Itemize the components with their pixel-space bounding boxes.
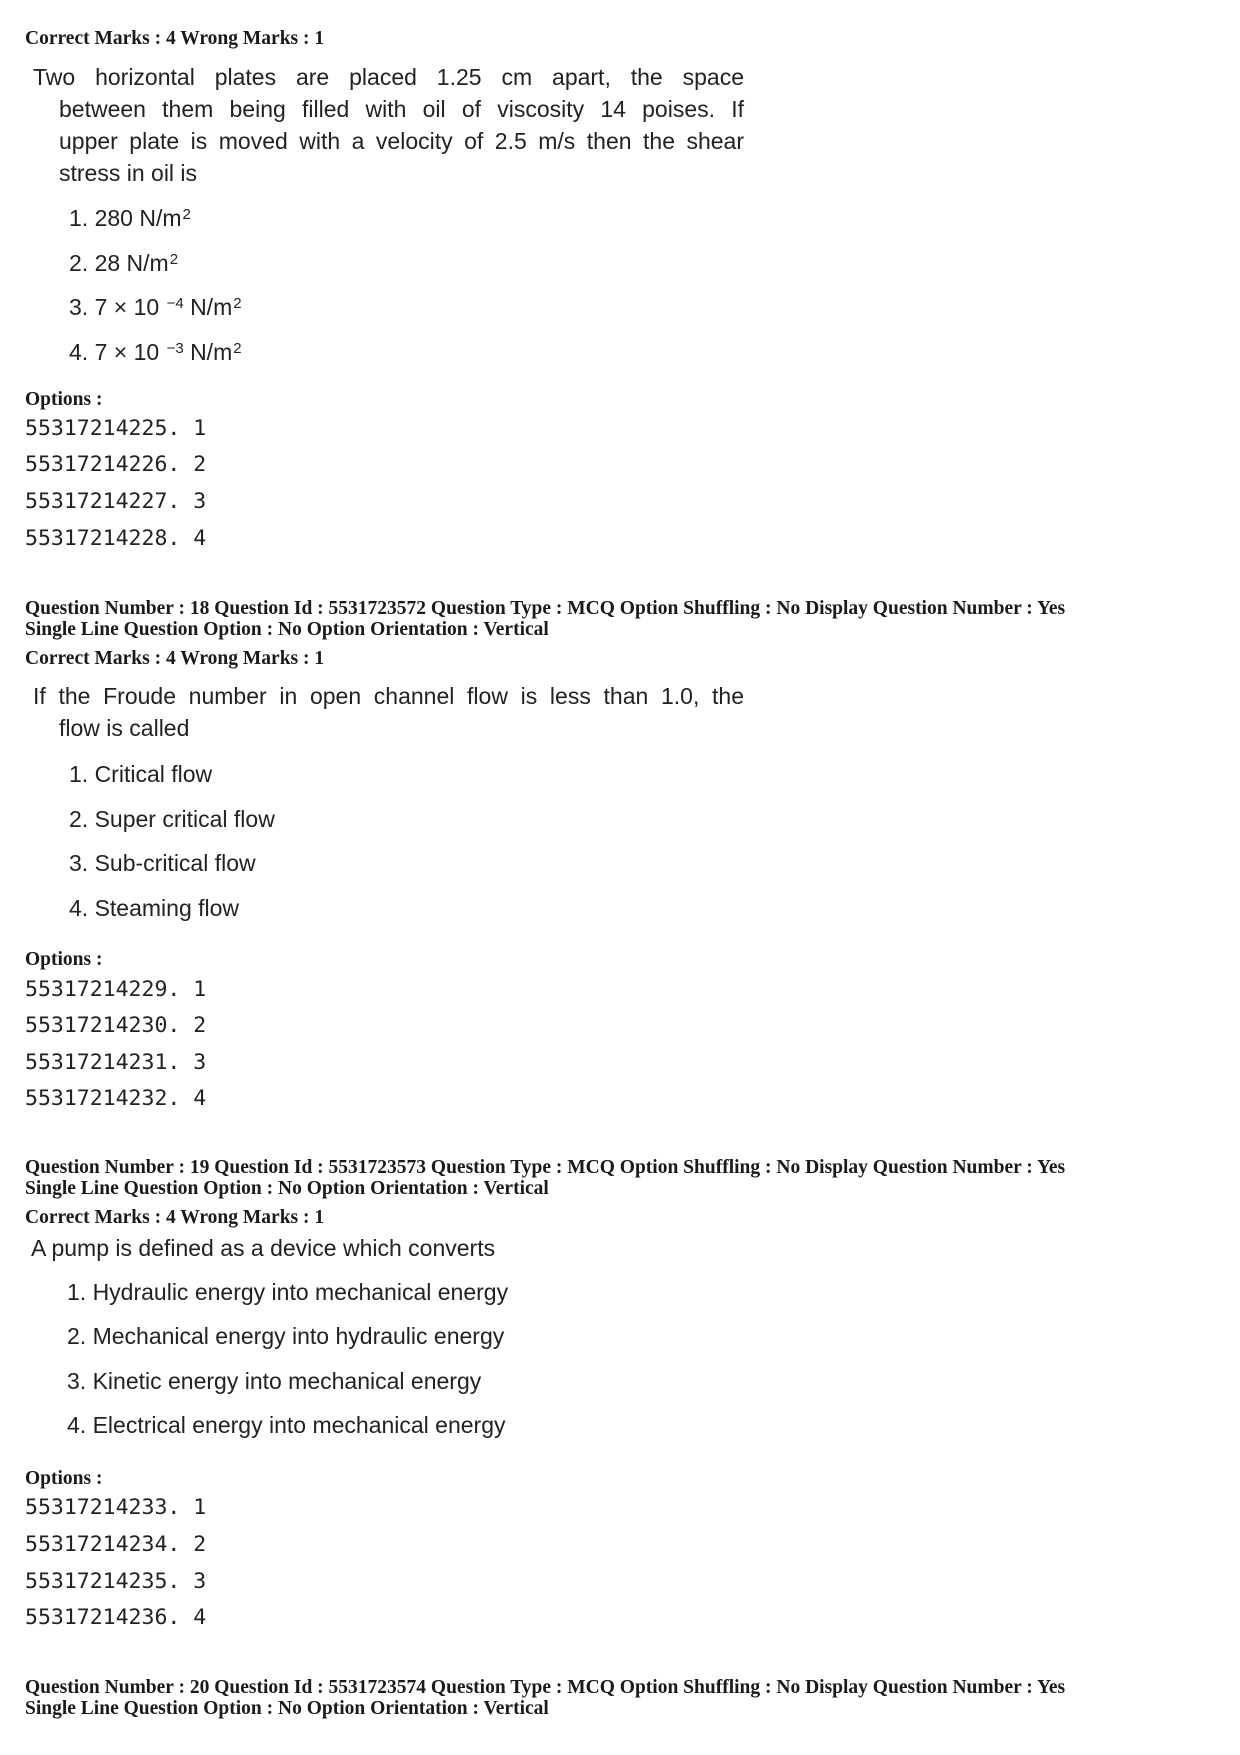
q18-option-id: 55317214231. 3 xyxy=(25,1050,207,1075)
q19-option-id: 55317214233. 1 xyxy=(25,1495,207,1520)
q17-question-text xyxy=(33,61,744,189)
q19-options-label: Options : xyxy=(25,1468,103,1489)
q19-option-id: 55317214236. 4 xyxy=(25,1605,207,1630)
q17-stem-line: upper plate is moved with a velocity of 2.5 m/s then the shear xyxy=(59,128,744,154)
q19-marks: Correct Marks : 4 Wrong Marks : 1 xyxy=(25,1207,325,1228)
q18-option-4: 4. Steaming flow xyxy=(69,895,240,921)
q17-stem-line: stress in oil is xyxy=(59,160,198,186)
q18-option-1: 1. Critical flow xyxy=(69,761,213,787)
q19-option-3: 3. Kinetic energy into mechanical energy xyxy=(67,1368,482,1394)
q18-header-2: Single Line Question Option : No Option Orientation : Vertical xyxy=(25,619,549,640)
q18-stem-line: If the Froude number in open channel flow is less than 1.0, the xyxy=(33,683,744,709)
q17-option-3: 3. 7 × 10 $^{-4}$ $N/m^2$ xyxy=(69,294,242,320)
q17-stem-line: between them being filled with oil of viscosity 14 poises. If xyxy=(59,96,744,122)
q18-option-id: 55317214232. 4 xyxy=(25,1086,207,1111)
q17-option-id: 55317214227. 3 xyxy=(25,489,207,514)
q17-option-2: 2. 28 $N/m^2$ xyxy=(69,250,179,276)
q20-header: Question Number : 20 Question Id : 5531723574 Question Type : MCQ Option Shuffling : No Display Question Number : Yes xyxy=(25,1677,1066,1698)
q18-marks: Correct Marks : 4 Wrong Marks : 1 xyxy=(25,648,325,669)
q17-option-id: 55317214228. 4 xyxy=(25,526,207,551)
q19-header-2: Single Line Question Option : No Option Orientation : Vertical xyxy=(25,1178,549,1199)
q17-option-4: 4. 7 × 10 $^{-3}$ $N/m^2$ xyxy=(69,339,242,365)
q18-option-3: 3. Sub-critical flow xyxy=(69,850,256,876)
q18-stem-line: flow is called xyxy=(59,715,190,741)
q17-marks: Correct Marks : 4 Wrong Marks : 1 xyxy=(25,28,325,49)
q17-option-1: 1. 280 $N/m^2$ xyxy=(69,205,191,231)
q17-option-id: 55317214225. 1 xyxy=(25,416,207,441)
q18-header: Question Number : 18 Question Id : 5531723572 Question Type : MCQ Option Shuffling : No Display Question Number : Yes xyxy=(25,598,1066,619)
q19-header: Question Number : 19 Question Id : 5531723573 Question Type : MCQ Option Shuffling : No Display Question Number : Yes xyxy=(25,1157,1066,1178)
q19-option-4: 4. Electrical energy into mechanical energy xyxy=(67,1412,506,1438)
q17-stem-line: Two horizontal plates are placed 1.25 cm apart, the space xyxy=(33,64,744,90)
q19-question-text xyxy=(31,1232,495,1264)
q19-option-1: 1. Hydraulic energy into mechanical energy xyxy=(67,1279,509,1305)
q18-question-text xyxy=(33,680,744,744)
q19-option-id: 55317214235. 3 xyxy=(25,1569,207,1594)
q20-header-2: Single Line Question Option : No Option Orientation : Vertical xyxy=(25,1698,549,1719)
q17-options-label: Options : xyxy=(25,389,103,410)
q18-option-id: 55317214230. 2 xyxy=(25,1013,207,1038)
q17-option-id: 55317214226. 2 xyxy=(25,452,207,477)
q18-option-2: 2. Super critical flow xyxy=(69,806,275,832)
q18-option-id: 55317214229. 1 xyxy=(25,977,207,1002)
q19-option-id: 55317214234. 2 xyxy=(25,1532,207,1557)
q19-stem-line: A pump is defined as a device which converts xyxy=(31,1235,496,1261)
q19-option-2: 2. Mechanical energy into hydraulic energy xyxy=(67,1323,505,1349)
q18-options-label: Options : xyxy=(25,949,103,970)
